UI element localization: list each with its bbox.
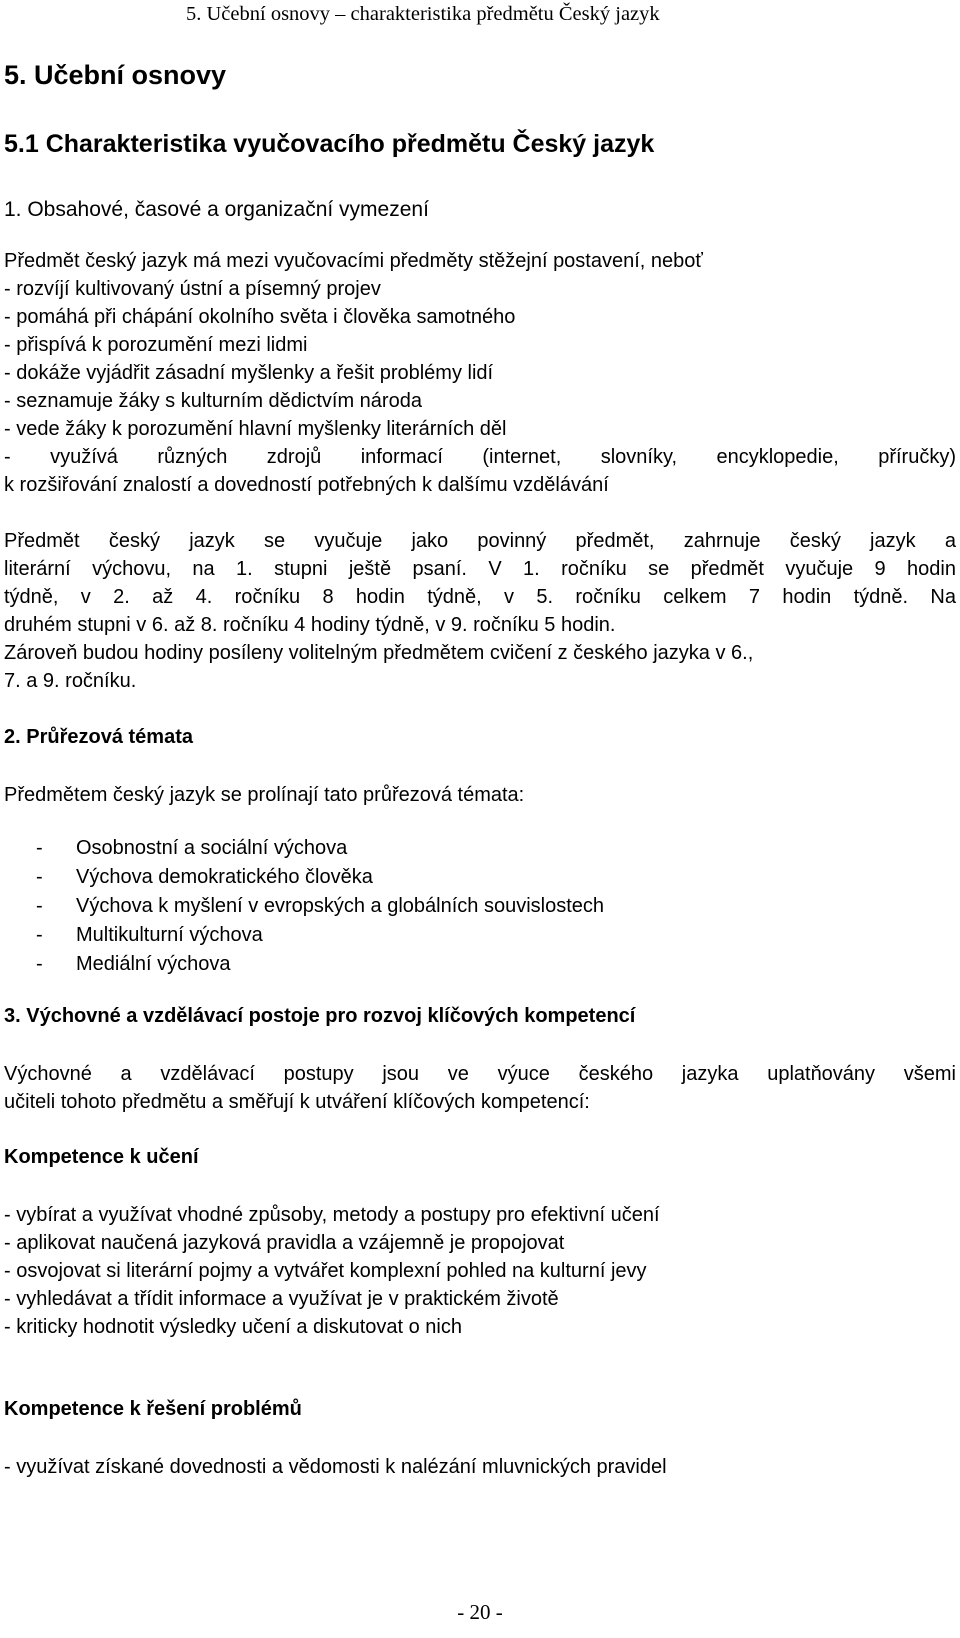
cross-curricular-topics-list [36, 834, 604, 979]
part1-para2-line: literární výchovu, na 1. stupni ještě psaní. V 1. ročníku se předmět vyučuje 9 hodin [4, 558, 956, 580]
chapter-title: 5. Učební osnovy [4, 60, 227, 90]
problem-solving-competence-item: - využívat získané dovednosti a vědomosti k nalézání mluvnických pravidel [4, 1456, 667, 1478]
part2-intro: Předmětem český jazyk se prolínají tato průřezová témata: [4, 784, 525, 806]
problem-solving-competence-title: Kompetence k řešení problémů [4, 1398, 302, 1420]
part1-para2-line: 7. a 9. ročníku. [4, 670, 137, 692]
topic-label: Výchova demokratického člověka [76, 866, 373, 888]
dash-marker: - [36, 953, 43, 975]
part3-title: 3. Výchovné a vzdělávací postoje pro rozvoj klíčových kompetencí [4, 1005, 636, 1027]
section-title: 5.1 Charakteristika vyučovacího předmětu Český jazyk [4, 130, 655, 158]
page-number: - 20 - [457, 1600, 503, 1624]
learning-competence-title: Kompetence k učení [4, 1146, 199, 1168]
learning-competence-item: - kriticky hodnotit výsledky učení a diskutovat o nich [4, 1316, 462, 1338]
topic-label: Výchova k myšlení v evropských a globálních souvislostech [76, 895, 605, 917]
part1-para2-line: Zároveň budou hodiny posíleny volitelným předmětem cvičení z českého jazyka v 6., [4, 642, 754, 664]
dash-marker: - [36, 837, 43, 859]
learning-competence-item: - osvojovat si literární pojmy a vytvářet komplexní pohled na kulturní jevy [4, 1260, 647, 1282]
learning-competence-item: - vyhledávat a třídit informace a využívat je v praktickém životě [4, 1288, 559, 1310]
topic-label: Mediální výchova [76, 953, 231, 975]
part2-title: 2. Průřezová témata [4, 726, 193, 748]
part1-para2-line: druhém stupni v 6. až 8. ročníku 4 hodiny týdně, v 9. ročníku 5 hodin. [4, 614, 616, 636]
part1-point-last-line2: k rozšiřování znalostí a dovedností potřebných k dalšímu vzdělávání [4, 474, 609, 496]
part1-point: - dokáže vyjádřit zásadní myšlenky a řešit problémy lidí [4, 362, 494, 384]
part1-point: - pomáhá při chápání okolního světa i člověka samotného [4, 306, 516, 328]
dash-marker: - [36, 924, 43, 946]
part1-intro: Předmět český jazyk má mezi vyučovacími předměty stěžejní postavení, neboť [4, 250, 703, 272]
part1-point-last-line1: - využívá různých zdrojů informací (internet, slovníky, encyklopedie, příručky) [4, 446, 956, 468]
topic-item [36, 921, 604, 950]
topic-label: Osobnostní a sociální výchova [76, 837, 348, 859]
part1-point: - rozvíjí kultivovaný ústní a písemný projev [4, 278, 381, 300]
topic-item [36, 950, 604, 979]
part1-point: - přispívá k porozumění mezi lidmi [4, 334, 308, 356]
topic-item [36, 892, 604, 921]
topic-item [36, 863, 604, 892]
part1-point: - vede žáky k porozumění hlavní myšlenky literárních děl [4, 418, 507, 440]
part1-title: 1. Obsahové, časové a organizační vymezení [4, 198, 429, 221]
running-header: 5. Učební osnovy – charakteristika předmětu Český jazyk [186, 3, 660, 25]
part1-point: - seznamuje žáky s kulturním dědictvím národa [4, 390, 422, 412]
part3-intro-line1: Výchovné a vzdělávací postupy jsou ve výuce českého jazyka uplatňovány všemi [4, 1063, 956, 1085]
part1-para2-line: týdně, v 2. až 4. ročníku 8 hodin týdně, v 5. ročníku celkem 7 hodin týdně. Na [4, 586, 956, 608]
learning-competence-item: - vybírat a využívat vhodné způsoby, metody a postupy pro efektivní učení [4, 1204, 660, 1226]
learning-competence-item: - aplikovat naučená jazyková pravidla a vzájemně je propojovat [4, 1232, 565, 1254]
part3-intro-line2: učiteli tohoto předmětu a směřují k utváření klíčových kompetencí: [4, 1091, 590, 1113]
topic-item [36, 834, 604, 863]
topic-label: Multikulturní výchova [76, 924, 263, 946]
part1-para2-line: Předmět český jazyk se vyučuje jako povinný předmět, zahrnuje český jazyk a [4, 530, 956, 552]
dash-marker: - [36, 895, 43, 917]
dash-marker: - [36, 866, 43, 888]
